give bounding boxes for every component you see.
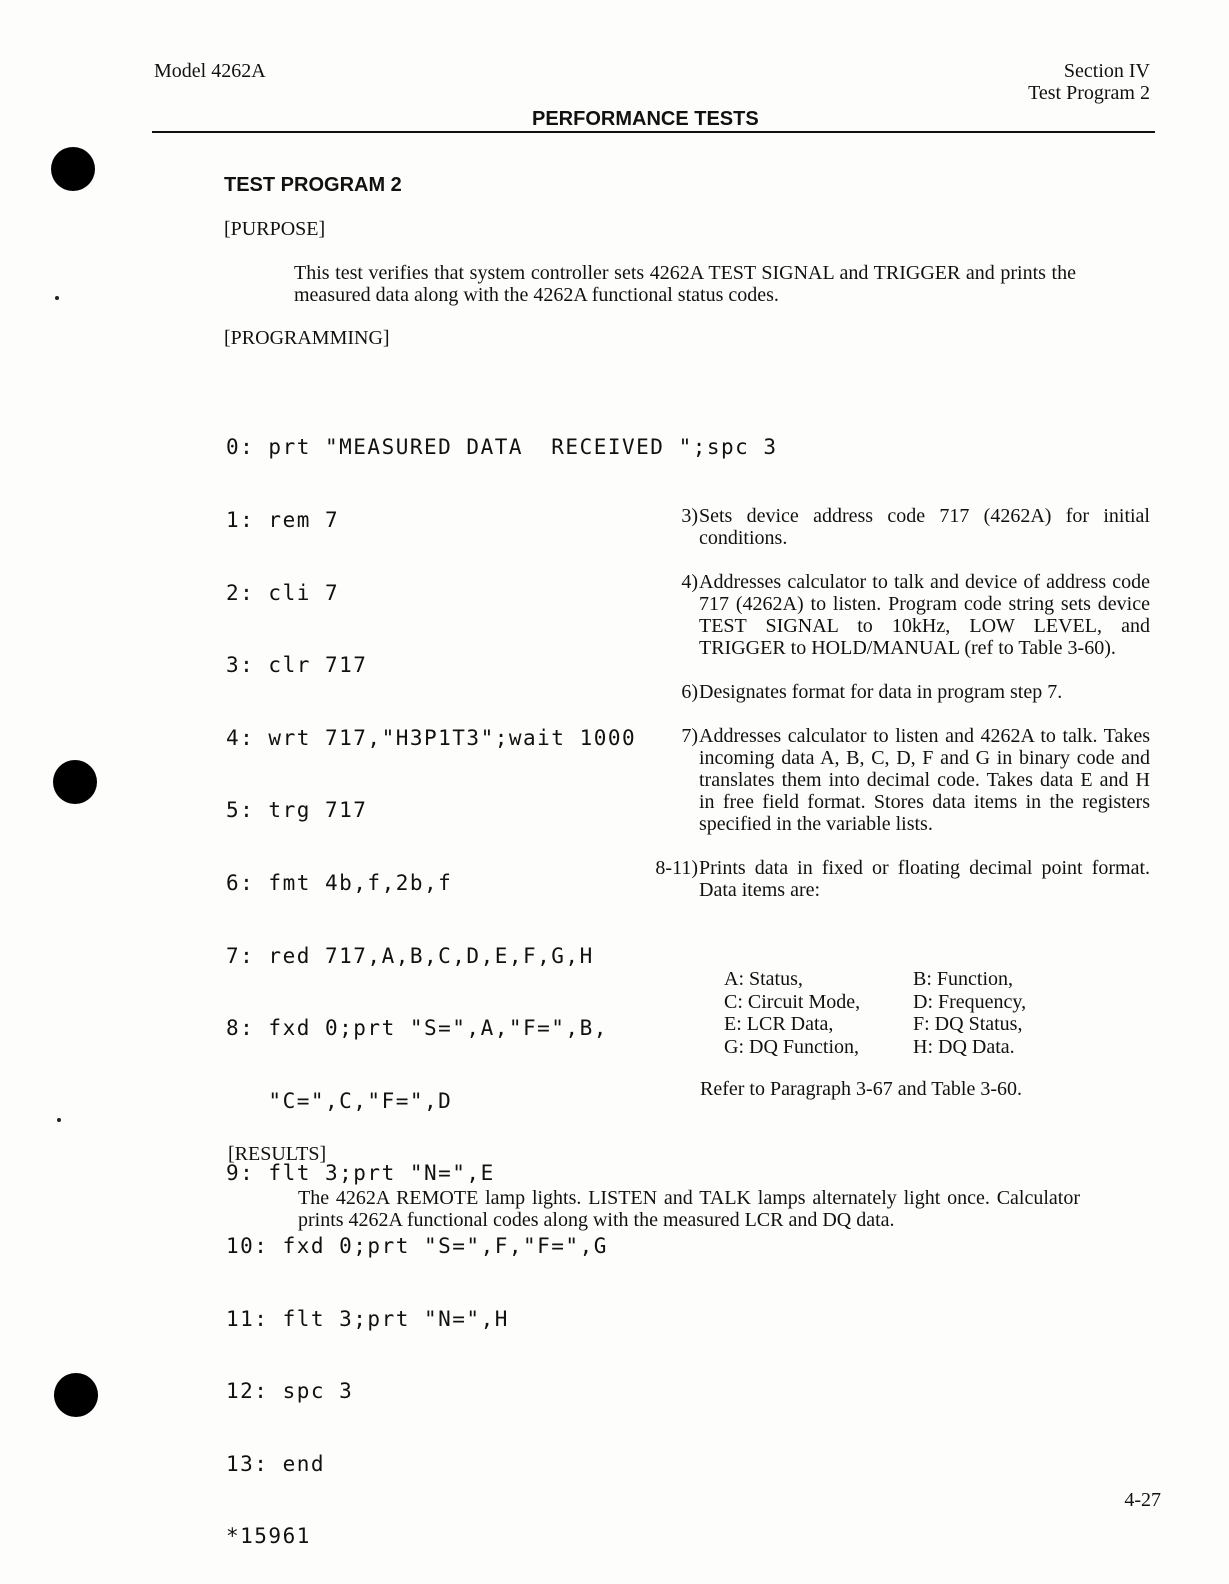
code-line: 3: clr 717 <box>226 653 368 678</box>
data-items-row <box>724 1013 1124 1036</box>
results-text: The 4262A REMOTE lamp lights. LISTEN and TALK lamps alternately light once. Calculator prints 4262A functional codes along with the measured LCR and DQ data. <box>298 1187 1080 1231</box>
step-text: Designates format for data in program step 7. <box>699 681 1063 703</box>
code-line: 12: spc 3 <box>226 1379 354 1404</box>
step-text: Sets device address code 717 (4262A) for initial conditions. <box>699 505 1150 549</box>
step-number: 6) <box>681 681 698 703</box>
reference-note: Refer to Paragraph 3-67 and Table 3-60. <box>700 1078 1023 1100</box>
code-line: 9: flt 3;prt "N=",E <box>226 1161 495 1186</box>
step-number: 7) <box>681 725 698 747</box>
data-items-row <box>724 1036 1124 1059</box>
data-item: D: Frequency, <box>913 990 1027 1013</box>
code-line: 11: flt 3;prt "N=",H <box>226 1306 509 1331</box>
binder-hole-top <box>51 147 95 191</box>
data-items-row <box>724 991 1124 1014</box>
data-item: A: Status, <box>724 968 803 990</box>
step-text: Prints data in fixed or floating decimal point format. Data items are: <box>699 857 1150 901</box>
step-note <box>628 505 1150 549</box>
step-note <box>628 681 1150 703</box>
code-line: 10: fxd 0;prt "S=",F,"F=",G <box>226 1233 608 1258</box>
scan-speck <box>55 296 59 300</box>
binder-hole-middle <box>53 760 97 804</box>
data-item: H: DQ Data. <box>913 1035 1015 1058</box>
binder-hole-bottom <box>54 1373 98 1417</box>
data-item: B: Function, <box>913 968 1014 990</box>
section-title: TEST PROGRAM 2 <box>224 174 402 196</box>
results-label: [RESULTS] <box>228 1143 327 1165</box>
scan-speck <box>57 1118 61 1122</box>
step-note <box>628 725 1150 835</box>
code-line: "C=",C,"F=",D <box>226 1088 453 1113</box>
data-items-list <box>724 968 1124 1058</box>
header-model: Model 4262A <box>154 60 266 82</box>
header-section-line2: Test Program 2 <box>1028 82 1150 104</box>
data-items-row <box>724 968 1124 991</box>
data-item: F: DQ Status, <box>913 1013 1023 1035</box>
step-number: 4) <box>681 571 698 593</box>
code-line: 13: end <box>226 1451 326 1476</box>
code-line: 8: fxd 0;prt "S=",A,"F=",B, <box>226 1016 608 1041</box>
code-line: 7: red 717,A,B,C,D,E,F,G,H <box>226 943 594 968</box>
page-number: 4-27 <box>1124 1489 1161 1511</box>
data-item: G: DQ Function, <box>724 1035 859 1058</box>
header-divider <box>152 131 1155 133</box>
code-line: 0: prt "MEASURED DATA RECEIVED ";spc 3 <box>226 435 778 460</box>
code-line: 4: wrt 717,"H3P1T3";wait 1000 <box>226 725 637 750</box>
code-line: *15961 <box>226 1524 311 1549</box>
step-notes <box>628 505 1150 923</box>
step-text: Addresses calculator to listen and 4262A to talk. Takes incoming data A, B, C, D, F and G in binary code and translates them into decimal code. Takes data E and H in free field format. Stores data items in the registers specified in the variable lists. <box>699 725 1150 835</box>
code-line: 2: cli 7 <box>226 580 340 605</box>
step-number: 3) <box>681 505 698 527</box>
purpose-text: This test verifies that system controller sets 4262A TEST SIGNAL and TRIGGER and prints the measured data along with the 4262A functional status codes. <box>294 262 1076 306</box>
step-number: 8-11) <box>655 857 698 879</box>
data-item: E: LCR Data, <box>724 1013 834 1035</box>
header-section-line1: Section IV <box>1063 60 1150 82</box>
code-line: 5: trg 717 <box>226 798 368 823</box>
code-line: 6: fmt 4b,f,2b,f <box>226 870 453 895</box>
header-section <box>1028 60 1150 104</box>
step-note <box>628 857 1150 901</box>
purpose-label: [PURPOSE] <box>224 218 326 240</box>
step-text: Addresses calculator to talk and device of address code 717 (4262A) to listen. Program code string sets device TEST SIGNAL to 10kHz, LOW LEVEL, and TRIGGER to HOLD/MANUAL (ref to Table 3-60). <box>699 571 1150 659</box>
page-title: PERFORMANCE TESTS <box>532 108 759 130</box>
programming-label: [PROGRAMMING] <box>224 327 390 349</box>
code-line: 1: rem 7 <box>226 508 340 532</box>
data-item: C: Circuit Mode, <box>724 990 861 1013</box>
step-note <box>628 571 1150 659</box>
